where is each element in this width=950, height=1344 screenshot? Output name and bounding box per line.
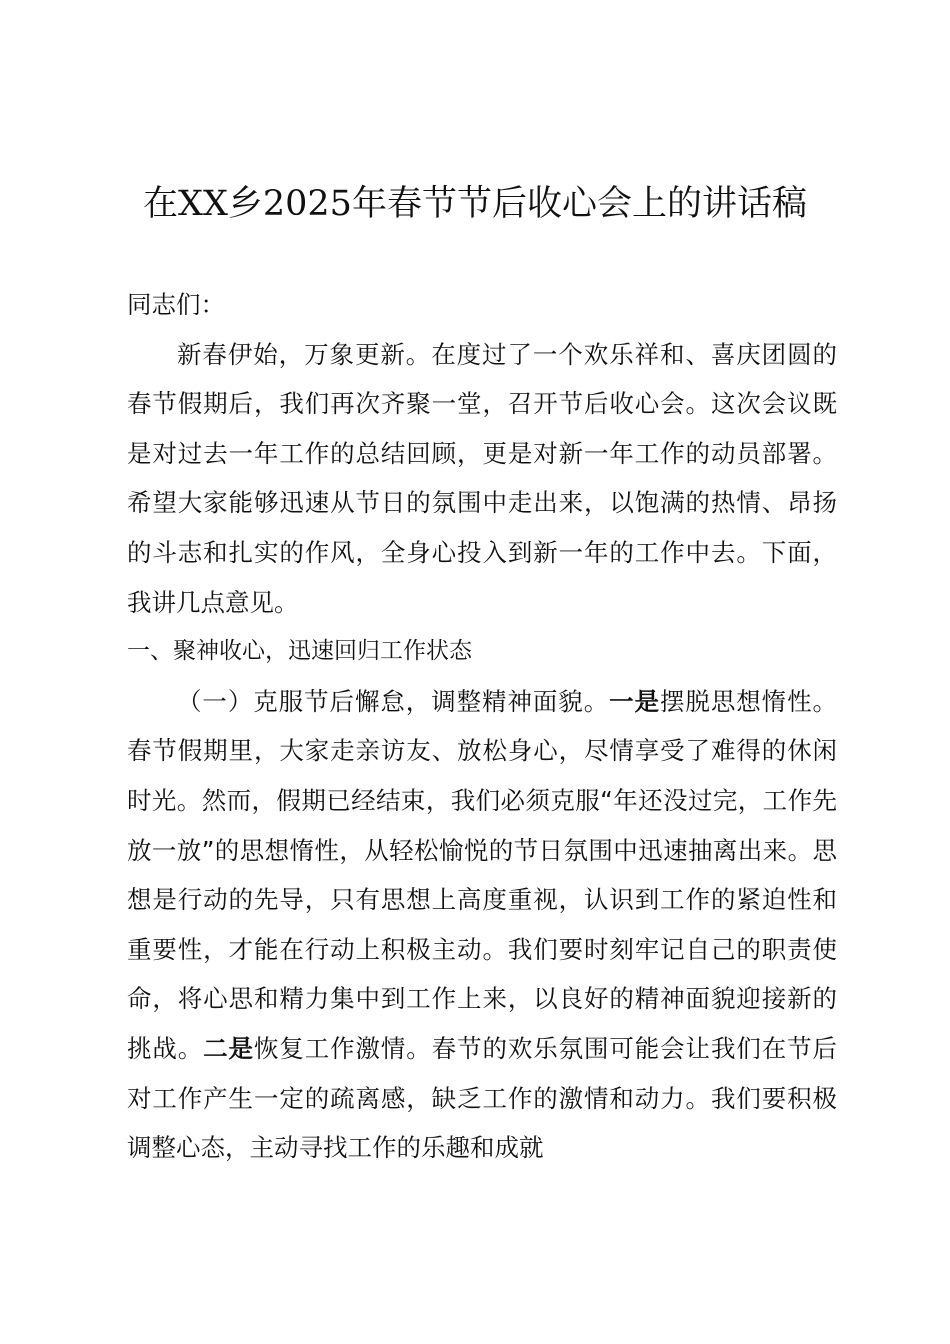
point-2-text: 恢复工作激情。春节的欢乐氛围可能会让我们在节后对工作产生一定的疏离感，缺乏工作的激情和动力。我们要积极调整心态，主动寻找工作的乐趣和成就	[127, 1033, 838, 1163]
point-2-label: 二是	[203, 1033, 254, 1063]
subsection-heading-1: （一）克服节后懈怠，调整精神面貌。	[177, 686, 610, 716]
point-1-text: 摆脱思想惰性。春节假期里，大家走亲访友、放松身心，尽情享受了难得的休闲时光。然而，假期已经结束，我们必须克服“年还没过完，工作先放一放”的思想惰性，从轻松愉悦的节日氛围中迅速抽离出来。思想是行动的先导，只有思想上高度重视，认识到工作的紧迫性和重要性，才能在行动上积极主动。我们要时刻牢记自己的职责使命，将心思和精力集中到工作上来，以良好的精神面貌迎接新的挑战。	[127, 686, 838, 1063]
point-1-label: 一是	[609, 686, 660, 716]
subsection-paragraph-1	[127, 677, 837, 1173]
intro-paragraph: 新春伊始，万象更新。在度过了一个欢乐祥和、喜庆团圆的春节假期后，我们再次齐聚一堂，召开节后收心会。这次会议既是对过去一年工作的总结回顾，更是对新一年工作的动员部署。希望大家能够迅速从节日的氛围中走出来，以饱满的热情、昂扬的斗志和扎实的作风，全身心投入到新一年的工作中去。下面，我讲几点意见。	[127, 339, 837, 617]
salutation: 同志们：	[127, 290, 225, 319]
section-heading-1: 一、聚神收心，迅速回归工作状态	[127, 638, 472, 665]
document-body	[127, 280, 837, 1173]
document-title: 在XX乡2025年春节节后收心会上的讲话稿	[143, 184, 807, 224]
